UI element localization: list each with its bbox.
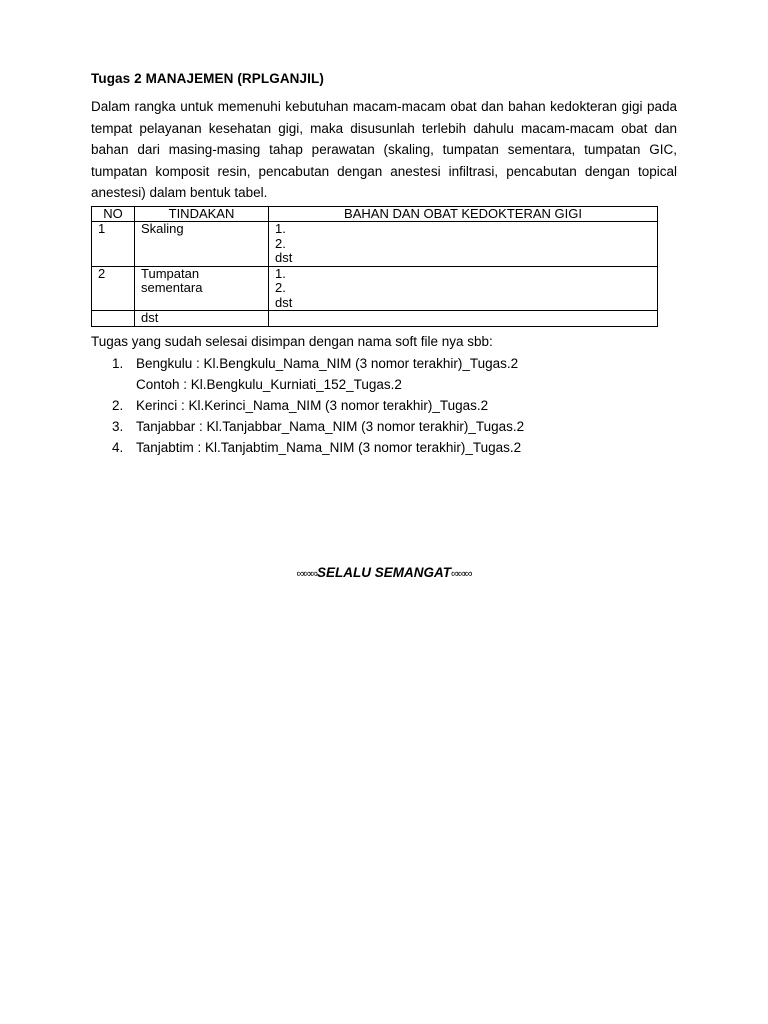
list-item bbox=[91, 395, 524, 416]
infinity-ornament-left: ∞∞∞ bbox=[296, 568, 317, 580]
cell-line: dst bbox=[141, 310, 159, 325]
cell-bahan bbox=[269, 311, 658, 327]
list-text: Tanjabbar : Kl.Tanjabbar_Nama_NIM (3 nomor terakhir)_Tugas.2 bbox=[136, 419, 525, 434]
cell-tindakan bbox=[135, 311, 269, 327]
list-item bbox=[91, 353, 524, 374]
cell-bahan bbox=[269, 266, 658, 311]
list-item bbox=[91, 437, 524, 458]
cell-line: 1. bbox=[275, 221, 286, 236]
motto-text: SELALU SEMANGAT bbox=[317, 565, 451, 580]
header-no: NO bbox=[92, 207, 135, 222]
materials-table bbox=[91, 206, 658, 327]
file-naming-list bbox=[91, 353, 524, 458]
infinity-ornament-right: ∞∞∞ bbox=[451, 568, 472, 580]
list-number: 1. bbox=[112, 356, 124, 371]
cell-line: 1. bbox=[275, 265, 286, 281]
cell-no bbox=[92, 311, 135, 327]
cell-tindakan bbox=[135, 222, 269, 267]
table-row bbox=[92, 266, 658, 311]
list-number: 2. bbox=[112, 398, 124, 413]
list-item bbox=[91, 416, 524, 437]
cell-no: 1 bbox=[92, 222, 135, 267]
cell-line: 2. bbox=[275, 235, 286, 251]
cell-no: 2 bbox=[92, 266, 135, 311]
cell-line: sementara bbox=[141, 280, 203, 295]
table-row bbox=[92, 311, 658, 327]
document-title: Tugas 2 MANAJEMEN (RPLGANJIL) bbox=[91, 71, 324, 86]
list-item bbox=[91, 374, 524, 395]
cell-line: dst bbox=[275, 250, 293, 265]
closing-motto bbox=[0, 565, 768, 580]
list-number: 4. bbox=[112, 440, 124, 455]
list-number: 3. bbox=[112, 419, 124, 434]
table-row bbox=[92, 222, 658, 267]
cell-bahan bbox=[269, 222, 658, 267]
cell-line: dst bbox=[275, 294, 293, 310]
list-text: Kerinci : Kl.Kerinci_Nama_NIM (3 nomor terakhir)_Tugas.2 bbox=[136, 398, 489, 413]
cell-line: Tumpatan bbox=[141, 265, 200, 281]
intro-paragraph: Dalam rangka untuk memenuhi kebutuhan macam-macam obat dan bahan kedokteran gigi pada tempat pelayanan kesehatan gigi, maka disusunlah terlebih dahulu macam-macam obat dan bahan dari masing-masing tahap perawatan (skaling, tumpatan sementara, tumpatan GIC, tumpatan komposit resin, pencabutan dengan anestesi infiltrasi, pencabutan dengan topical anestesi) dalam bentuk tabel. bbox=[91, 99, 677, 200]
header-tindakan: TINDAKAN bbox=[135, 207, 269, 222]
table-header-row bbox=[92, 207, 658, 222]
cell-line: Skaling bbox=[141, 221, 184, 236]
list-text: Bengkulu : Kl.Bengkulu_Nama_NIM (3 nomor terakhir)_Tugas.2 bbox=[136, 356, 519, 371]
list-text: Tanjabtim : Kl.Tanjabtim_Nama_NIM (3 nomor terakhir)_Tugas.2 bbox=[136, 440, 522, 455]
header-bahan: BAHAN DAN OBAT KEDOKTERAN GIGI bbox=[269, 207, 658, 222]
list-text: Contoh : Kl.Bengkulu_Kurniati_152_Tugas.2 bbox=[136, 377, 402, 392]
file-naming-intro: Tugas yang sudah selesai disimpan dengan nama soft file nya sbb: bbox=[91, 334, 493, 349]
cell-tindakan bbox=[135, 266, 269, 311]
cell-line: 2. bbox=[275, 280, 286, 295]
